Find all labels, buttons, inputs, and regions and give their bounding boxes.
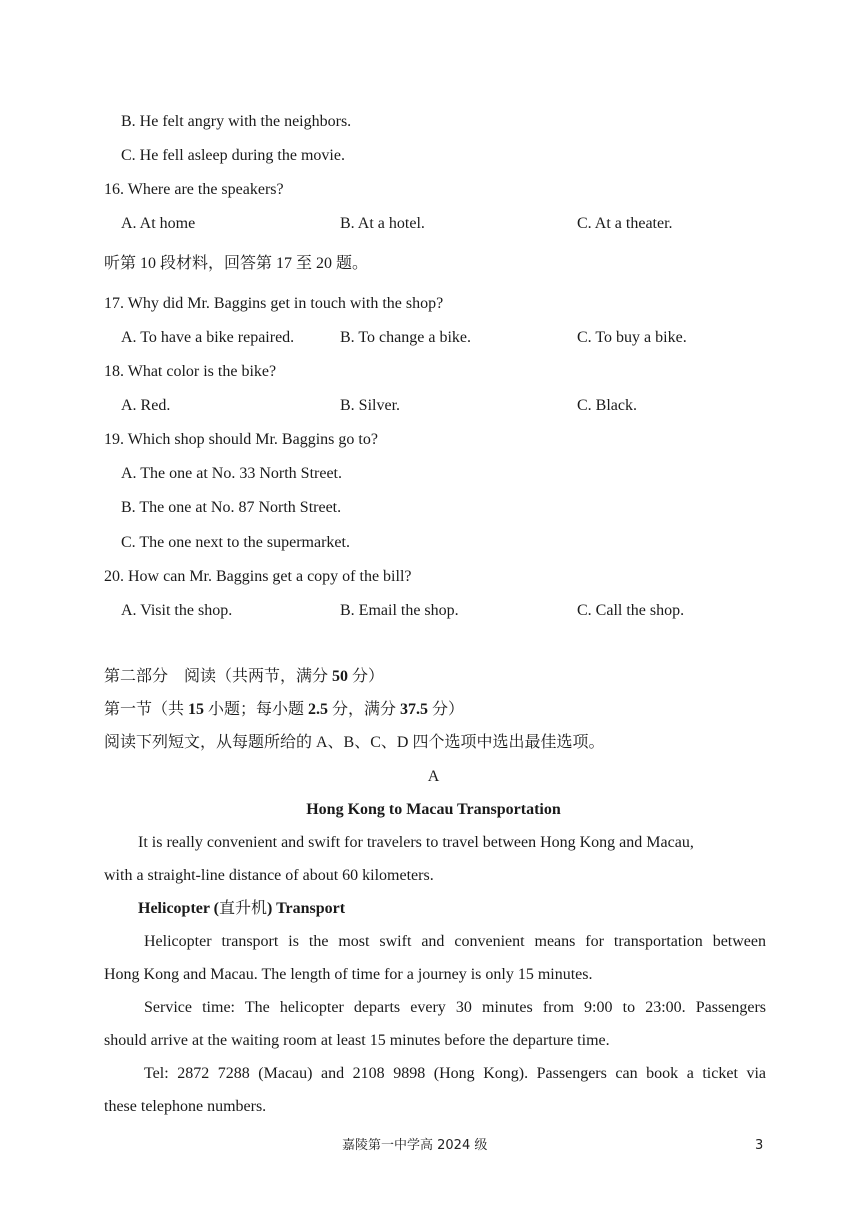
section1-total-score: 37.5 bbox=[400, 701, 429, 718]
q19-option-b: B. The one at No. 87 North Street. bbox=[121, 499, 342, 516]
intro-line-1: It is really convenient and swift for travelers to travel between Hong Kong and Macau, bbox=[138, 834, 694, 851]
q15-option-c: C. He fell asleep during the movie. bbox=[121, 147, 345, 164]
part2-heading bbox=[104, 667, 384, 687]
intro-line-2: with a straight-line distance of about 60 kilometers. bbox=[104, 867, 434, 884]
subheading-part-b: ) Transport bbox=[267, 900, 346, 917]
q18-question: 18. What color is the bike? bbox=[104, 363, 277, 380]
subheading-chinese: 直升机 bbox=[219, 900, 268, 917]
q20-option-a: A. Visit the shop. bbox=[121, 602, 233, 619]
q18-option-a: A. Red. bbox=[121, 397, 171, 414]
q18-option-b: B. Silver. bbox=[340, 397, 401, 414]
p2-line-1: Service time: The helicopter departs every 30 minutes from 9:00 to 23:00. Passengers bbox=[144, 999, 766, 1016]
q17-option-c: C. To buy a bike. bbox=[577, 329, 687, 346]
part2-heading-score: 50 bbox=[332, 668, 349, 685]
section1-heading-e: 分，满分 bbox=[328, 701, 401, 718]
helicopter-subheading bbox=[138, 899, 345, 919]
reading-instruction: 阅读下列短文，从每题所给的 A、B、C、D 四个选项中选出最佳选项。 bbox=[104, 734, 605, 751]
q17-option-a: A. To have a bike repaired. bbox=[121, 329, 295, 346]
q19-option-a: A. The one at No. 33 North Street. bbox=[121, 465, 342, 482]
footer-school: 嘉陵第一中学高 2024 级 bbox=[342, 1138, 488, 1153]
p1-line-1: Helicopter transport is the most swift and convenient means for transportation between bbox=[144, 933, 766, 950]
passage-letter: A bbox=[427, 768, 440, 785]
part2-heading-pre: 第二部分 阅读（共两节，满分 bbox=[104, 668, 333, 685]
section1-per-question-score: 2.5 bbox=[308, 701, 329, 718]
q16-option-c: C. At a theater. bbox=[577, 215, 673, 232]
section1-heading-g: 分） bbox=[428, 701, 465, 718]
p3-line-1: Tel: 2872 7288 (Macau) and 2108 9898 (Hong Kong). Passengers can book a ticket via bbox=[144, 1065, 766, 1082]
q16-option-a: A. At home bbox=[121, 215, 196, 232]
q17-question: 17. Why did Mr. Baggins get in touch with the shop? bbox=[104, 295, 444, 312]
q19-option-c: C. The one next to the supermarket. bbox=[121, 534, 350, 551]
section1-heading-c: 小题；每小题 bbox=[204, 701, 309, 718]
section1-heading bbox=[104, 700, 464, 720]
part2-heading-post: 分） bbox=[348, 668, 385, 685]
p1-line-2: Hong Kong and Macau. The length of time for a journey is only 15 minutes. bbox=[104, 966, 593, 983]
q16-question: 16. Where are the speakers? bbox=[104, 181, 284, 198]
q17-option-b: B. To change a bike. bbox=[340, 329, 471, 346]
p3-line-2: these telephone numbers. bbox=[104, 1098, 267, 1115]
section1-heading-a: 第一节（共 bbox=[104, 701, 189, 718]
material-10-instruction: 听第 10 段材料，回答第 17 至 20 题。 bbox=[104, 255, 369, 272]
q20-question: 20. How can Mr. Baggins get a copy of the bill? bbox=[104, 568, 412, 585]
q20-option-b: B. Email the shop. bbox=[340, 602, 459, 619]
q16-option-b: B. At a hotel. bbox=[340, 215, 425, 232]
passage-title: Hong Kong to Macau Transportation bbox=[306, 801, 561, 818]
q20-option-c: C. Call the shop. bbox=[577, 602, 685, 619]
p2-line-2: should arrive at the waiting room at least 15 minutes before the departure time. bbox=[104, 1032, 610, 1049]
q15-option-b: B. He felt angry with the neighbors. bbox=[121, 113, 352, 130]
subheading-part-a: Helicopter ( bbox=[138, 900, 220, 917]
q18-option-c: C. Black. bbox=[577, 397, 637, 414]
q19-question: 19. Which shop should Mr. Baggins go to? bbox=[104, 431, 378, 448]
page-number: 3 bbox=[755, 1138, 764, 1153]
section1-question-count: 15 bbox=[188, 701, 205, 718]
